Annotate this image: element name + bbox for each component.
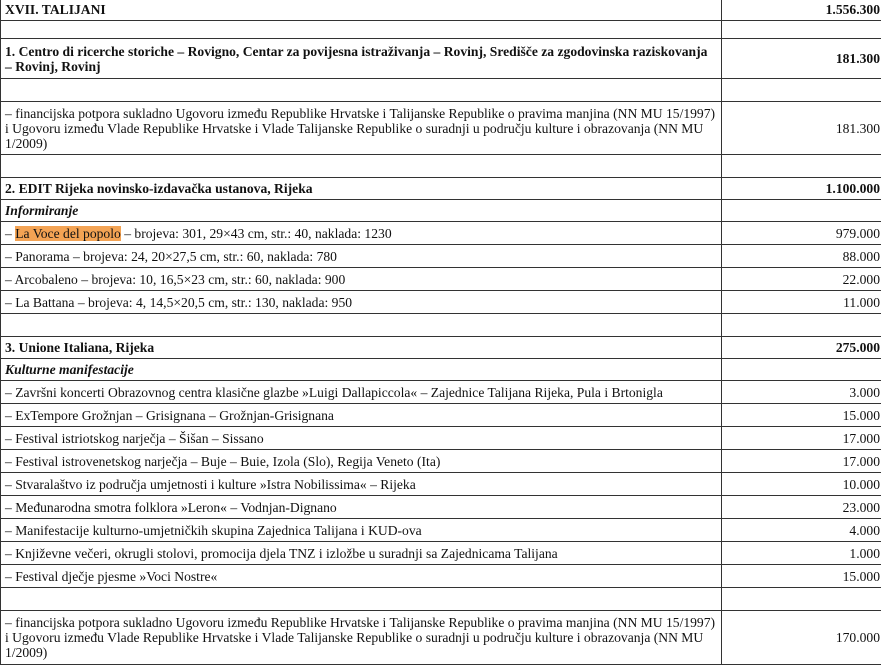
section-row <box>1 0 881 21</box>
item-text: – Završni koncerti Obrazovnog centra klasične glazbe »Luigi Dallapiccola« – Zajednice Talijana Rijeka, Pula i Brtonigla <box>1 381 722 404</box>
support-amount: 181.300 <box>722 102 881 155</box>
table-row <box>1 611 881 665</box>
item-amount: 979.000 <box>722 222 881 245</box>
item-amount: 22.000 <box>722 268 881 291</box>
subheading-row <box>1 359 881 381</box>
item-text: – Književne večeri, okrugli stolovi, promocija djela TNZ i izložbe u suradnji sa Zajednicama Talijana <box>1 542 722 565</box>
group-total: 275.000 <box>722 337 881 359</box>
item-amount: 4.000 <box>722 519 881 542</box>
table-row <box>1 496 881 519</box>
item-text: – Panorama – brojeva: 24, 20×27,5 cm, str.: 60, naklada: 780 <box>1 245 722 268</box>
table-row <box>1 519 881 542</box>
item-text <box>1 222 722 245</box>
item-amount: 23.000 <box>722 496 881 519</box>
support-amount: 170.000 <box>722 611 881 665</box>
table-row <box>1 404 881 427</box>
table-row <box>1 381 881 404</box>
item-amount: 11.000 <box>722 291 881 314</box>
spacer-row <box>1 155 881 178</box>
item-text: – Festival istriotskog narječja – Šišan – Sissano <box>1 427 722 450</box>
item-amount: 17.000 <box>722 427 881 450</box>
spacer-row <box>1 588 881 611</box>
item-text: – La Battana – brojeva: 4, 14,5×20,5 cm, str.: 130, naklada: 950 <box>1 291 722 314</box>
item-amount: 10.000 <box>722 473 881 496</box>
item-amount: 3.000 <box>722 381 881 404</box>
group-total: 1.100.000 <box>722 178 881 200</box>
item-details: – brojeva: 301, 29×43 cm, str.: 40, naklada: 1230 <box>120 225 392 241</box>
item-text: – Međunarodna smotra folklora »Leron« – Vodnjan-Dignano <box>1 496 722 519</box>
subheading-row <box>1 200 881 222</box>
table-row <box>1 542 881 565</box>
item-amount: 15.000 <box>722 404 881 427</box>
group-row <box>1 337 881 359</box>
group-title: 1. Centro di ricerche storiche – Rovigno, Centar za povijesna istraživanja – Rovinj, Središče za zgodovinska raziskovanja – Rovinj, Rovinj <box>1 39 722 79</box>
table-row <box>1 450 881 473</box>
highlighted-title: La Voce del popolo <box>15 225 121 241</box>
support-text: – financijska potpora sukladno Ugovoru između Republike Hrvatske i Talijanske Republike o pravima manjina (NN MU 15/1997) i Ugovoru između Vlade Republike Hrvatske i Vlade Talijanske Republike o suradnji u području kulture i obrazovanja (NN MU 1/2009) <box>1 102 722 155</box>
item-text: – Festival istrovenetskog narječja – Buje – Buie, Izola (Slo), Regija Veneto (Ita) <box>1 450 722 473</box>
group-title: 3. Unione Italiana, Rijeka <box>1 337 722 359</box>
item-amount: 15.000 <box>722 565 881 588</box>
support-text: – financijska potpora sukladno Ugovoru između Republike Hrvatske i Talijanske Republike o pravima manjina (NN MU 15/1997) i Ugovoru između Vlade Republike Hrvatske i Vlade Talijanske Republike o suradnji u području kulture i obrazovanja (NN MU 1/2009) <box>1 611 722 665</box>
item-text: – Manifestacije kulturno-umjetničkih skupina Zajednica Talijana i KUD-ova <box>1 519 722 542</box>
group-row <box>1 39 881 79</box>
section-title: XVII. TALIJANI <box>1 0 722 21</box>
group-row <box>1 178 881 200</box>
item-text: – Festival dječje pjesme »Voci Nostre« <box>1 565 722 588</box>
section-total: 1.556.300 <box>722 0 881 21</box>
table-row <box>1 427 881 450</box>
spacer-row <box>1 314 881 337</box>
item-text: – ExTempore Grožnjan – Grisignana – Grožnjan-Grisignana <box>1 404 722 427</box>
item-amount: 17.000 <box>722 450 881 473</box>
table-row <box>1 473 881 496</box>
group-total: 181.300 <box>722 39 881 79</box>
spacer-row <box>1 21 881 39</box>
spacer-row <box>1 79 881 102</box>
table-row <box>1 245 881 268</box>
item-text: – Arcobaleno – brojeva: 10, 16,5×23 cm, str.: 60, naklada: 900 <box>1 268 722 291</box>
table-row <box>1 565 881 588</box>
item-amount: 1.000 <box>722 542 881 565</box>
subheading: Kulturne manifestacije <box>1 359 722 381</box>
item-text: – Stvaralaštvo iz područja umjetnosti i kulture »Istra Nobilissima« – Rijeka <box>1 473 722 496</box>
group-title: 2. EDIT Rijeka novinsko-izdavačka ustanova, Rijeka <box>1 178 722 200</box>
item-amount: 88.000 <box>722 245 881 268</box>
table-row <box>1 222 881 245</box>
table-row <box>1 268 881 291</box>
table-row <box>1 291 881 314</box>
item-dash: – <box>5 225 16 241</box>
subheading: Informiranje <box>1 200 722 222</box>
table-row <box>1 102 881 155</box>
